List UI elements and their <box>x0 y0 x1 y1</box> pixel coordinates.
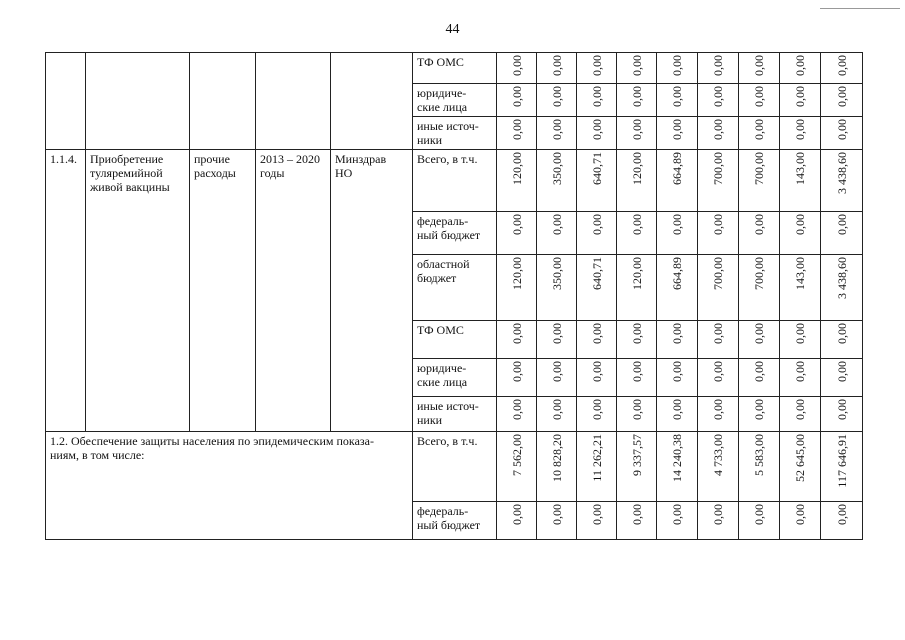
value-cell: 0,00 <box>657 117 698 150</box>
value-cell: 0,00 <box>537 117 577 150</box>
value-cell: 120,00 <box>617 255 657 321</box>
top-rule <box>820 8 900 9</box>
expense-type: прочие расходы <box>190 150 256 432</box>
value-cell: 0,00 <box>657 359 698 397</box>
value-cell: 0,00 <box>617 212 657 255</box>
value-cell: 0,00 <box>780 117 821 150</box>
value-cell: 0,00 <box>657 212 698 255</box>
value-cell: 0,00 <box>497 117 537 150</box>
value-cell: 0,00 <box>577 84 617 117</box>
funding-source-label: юридиче- ские лица <box>413 359 497 397</box>
total-cell: 0,00 <box>821 53 863 84</box>
value-cell: 0,00 <box>739 397 780 432</box>
funding-source-label: ТФ ОМС <box>413 53 497 84</box>
value-cell: 0,00 <box>657 321 698 359</box>
section-title: 1.2. Обеспечение защиты населения по эпидемическим показа- ниям, в том числе: <box>46 432 413 540</box>
value-cell: 0,00 <box>537 53 577 84</box>
value-cell: 700,00 <box>739 150 780 212</box>
value-cell: 14 240,38 <box>657 432 698 502</box>
value-cell: 0,00 <box>780 321 821 359</box>
period: 2013 – 2020 годы <box>256 150 331 432</box>
value-cell: 0,00 <box>739 212 780 255</box>
value-cell: 664,89 <box>657 255 698 321</box>
value-cell: 0,00 <box>739 84 780 117</box>
value-cell: 0,00 <box>657 84 698 117</box>
value-cell: 0,00 <box>497 397 537 432</box>
table-body <box>46 53 863 540</box>
value-cell: 0,00 <box>739 321 780 359</box>
value-cell: 52 645,00 <box>780 432 821 502</box>
value-cell: 0,00 <box>657 397 698 432</box>
value-cell: 0,00 <box>698 397 739 432</box>
value-cell: 0,00 <box>698 84 739 117</box>
funding-source-label: Всего, в т.ч. <box>413 150 497 212</box>
value-cell: 0,00 <box>617 321 657 359</box>
value-cell: 0,00 <box>780 84 821 117</box>
value-cell: 0,00 <box>739 53 780 84</box>
value-cell: 0,00 <box>617 84 657 117</box>
value-cell: 0,00 <box>780 502 821 540</box>
value-cell: 0,00 <box>537 502 577 540</box>
value-cell: 0,00 <box>537 397 577 432</box>
value-cell: 0,00 <box>780 53 821 84</box>
funding-source-label: федераль- ный бюджет <box>413 212 497 255</box>
value-cell: 10 828,20 <box>537 432 577 502</box>
funding-source-label: областной бюджет <box>413 255 497 321</box>
value-cell: 350,00 <box>537 255 577 321</box>
value-cell: 0,00 <box>617 117 657 150</box>
value-cell: 0,00 <box>780 212 821 255</box>
value-cell: 11 262,21 <box>577 432 617 502</box>
value-cell: 4 733,00 <box>698 432 739 502</box>
item-name: Приобретение туляремийной живой вакцины <box>86 150 190 432</box>
value-cell: 9 337,57 <box>617 432 657 502</box>
value-cell: 0,00 <box>739 359 780 397</box>
value-cell: 640,71 <box>577 150 617 212</box>
page-number: 44 <box>445 22 460 37</box>
value-cell: 0,00 <box>537 321 577 359</box>
value-cell: 143,00 <box>780 150 821 212</box>
table-row <box>46 432 863 502</box>
value-cell: 0,00 <box>497 212 537 255</box>
value-cell: 0,00 <box>577 321 617 359</box>
value-cell: 0,00 <box>617 53 657 84</box>
funding-source-label: юридиче- ские лица <box>413 84 497 117</box>
total-cell: 0,00 <box>821 84 863 117</box>
value-cell: 0,00 <box>657 53 698 84</box>
value-cell: 350,00 <box>537 150 577 212</box>
value-cell: 0,00 <box>577 502 617 540</box>
empty-cell <box>331 53 413 150</box>
value-cell: 0,00 <box>577 397 617 432</box>
value-cell: 0,00 <box>698 53 739 84</box>
value-cell: 143,00 <box>780 255 821 321</box>
table-row <box>46 150 863 212</box>
funding-source-label: федераль- ный бюджет <box>413 502 497 540</box>
value-cell: 120,00 <box>497 150 537 212</box>
value-cell: 0,00 <box>617 397 657 432</box>
value-cell: 0,00 <box>780 397 821 432</box>
value-cell: 0,00 <box>617 359 657 397</box>
value-cell: 0,00 <box>577 117 617 150</box>
total-cell: 0,00 <box>821 397 863 432</box>
value-cell: 120,00 <box>497 255 537 321</box>
total-cell: 0,00 <box>821 117 863 150</box>
value-cell: 120,00 <box>617 150 657 212</box>
value-cell: 700,00 <box>698 150 739 212</box>
total-cell: 0,00 <box>821 359 863 397</box>
total-cell: 0,00 <box>821 502 863 540</box>
value-cell: 0,00 <box>537 359 577 397</box>
total-cell: 3 438,60 <box>821 150 863 212</box>
value-cell: 0,00 <box>497 321 537 359</box>
value-cell: 0,00 <box>698 117 739 150</box>
value-cell: 0,00 <box>698 321 739 359</box>
value-cell: 0,00 <box>537 212 577 255</box>
value-cell: 0,00 <box>698 502 739 540</box>
funding-source-label: иные источ- ники <box>413 117 497 150</box>
value-cell: 0,00 <box>537 84 577 117</box>
value-cell: 0,00 <box>617 502 657 540</box>
value-cell: 0,00 <box>698 212 739 255</box>
value-cell: 7 562,00 <box>497 432 537 502</box>
total-cell: 3 438,60 <box>821 255 863 321</box>
value-cell: 700,00 <box>698 255 739 321</box>
value-cell: 0,00 <box>577 359 617 397</box>
value-cell: 0,00 <box>497 84 537 117</box>
total-cell: 0,00 <box>821 321 863 359</box>
item-number: 1.1.4. <box>46 150 86 432</box>
empty-cell <box>256 53 331 150</box>
value-cell: 640,71 <box>577 255 617 321</box>
empty-cell <box>46 53 86 150</box>
value-cell: 700,00 <box>739 255 780 321</box>
value-cell: 0,00 <box>739 117 780 150</box>
value-cell: 0,00 <box>577 212 617 255</box>
value-cell: 0,00 <box>497 359 537 397</box>
value-cell: 0,00 <box>497 53 537 84</box>
value-cell: 0,00 <box>577 53 617 84</box>
funding-source-label: Всего, в т.ч. <box>413 432 497 502</box>
funding-source-label: иные источ- ники <box>413 397 497 432</box>
total-cell: 0,00 <box>821 212 863 255</box>
empty-cell <box>190 53 256 150</box>
value-cell: 0,00 <box>780 359 821 397</box>
value-cell: 0,00 <box>497 502 537 540</box>
table-row <box>46 53 863 84</box>
executor: Минздрав НО <box>331 150 413 432</box>
empty-cell <box>86 53 190 150</box>
value-cell: 5 583,00 <box>739 432 780 502</box>
budget-table <box>45 52 863 540</box>
total-cell: 117 646,91 <box>821 432 863 502</box>
value-cell: 0,00 <box>698 359 739 397</box>
value-cell: 0,00 <box>739 502 780 540</box>
funding-source-label: ТФ ОМС <box>413 321 497 359</box>
value-cell: 0,00 <box>657 502 698 540</box>
value-cell: 664,89 <box>657 150 698 212</box>
